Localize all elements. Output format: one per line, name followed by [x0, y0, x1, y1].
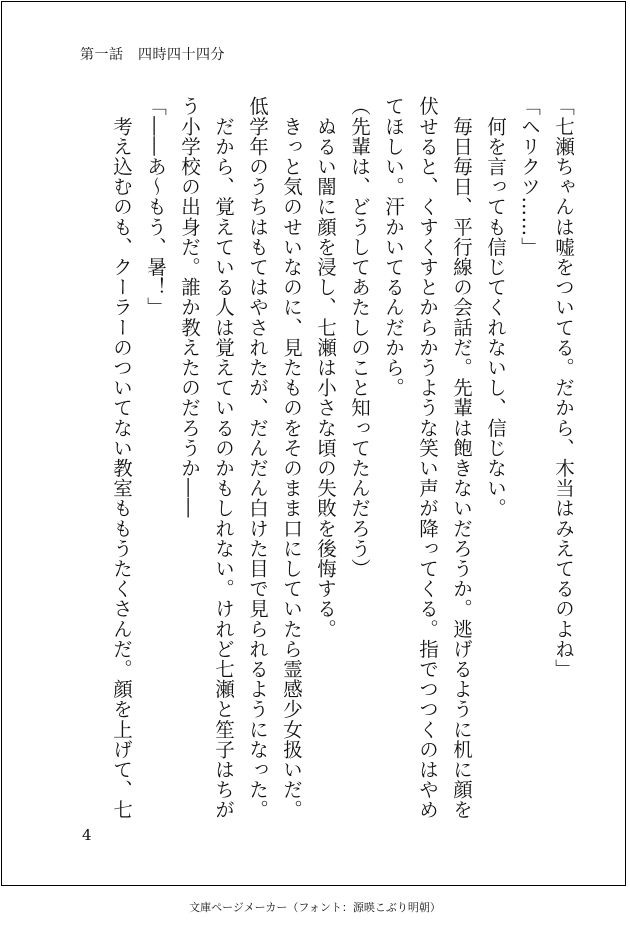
- footer-credit: 文庫ページメーカー（フォント：源暎こぶり明朝）: [189, 901, 441, 914]
- vertical-body-text: [104, 96, 580, 820]
- text-line: 「ヘリクツ……」: [518, 96, 541, 257]
- text-line: てほしい。汗かいてるんだから。: [382, 96, 405, 398]
- text-line: だから、覚えている人は覚えているのかもしれない。けれど七瀬と笙子はちが: [212, 96, 235, 820]
- text-line: 考え込むのも、クーラーのついてない教室ももうたくさんだ。顔を上げて、七: [110, 96, 133, 820]
- page-number: 4: [82, 826, 92, 844]
- text-line: 「――あ～もう、暑！」: [144, 96, 167, 318]
- text-line: 「七瀬ちゃんは嘘をついてる。だから、木当はみえてるのよね」: [552, 96, 575, 679]
- text-line: う小学校の出身だ。誰か教えたのだろうか――: [178, 96, 201, 519]
- text-line: きっと気のせいなのに、見たものをそのまま口にしていたら霊感少女扱いだ。: [280, 96, 303, 820]
- text-line: 毎日毎日、平行線の会話だ。先輩は飽きないだろうか。逃げるように机に顔を: [450, 96, 473, 820]
- text-line: 何を言っても信じてくれないし、信じない。: [484, 96, 507, 519]
- text-line: （先輩は、どうしてあたしのこと知ってたんだろう）: [348, 96, 371, 579]
- text-line: 低学年のうちはもてはやされたが、だんだん白けた目で見られるようになった。: [246, 96, 269, 820]
- text-line: 伏せると、くすくすとからかうような笑い声が降ってくる。指でつつくのはやめ: [416, 96, 439, 820]
- text-line: ぬるい闇に顔を浸し、七瀬は小さな頃の失敗を後悔する。: [314, 96, 337, 639]
- chapter-header: 第一話 四時四十四分: [80, 47, 225, 63]
